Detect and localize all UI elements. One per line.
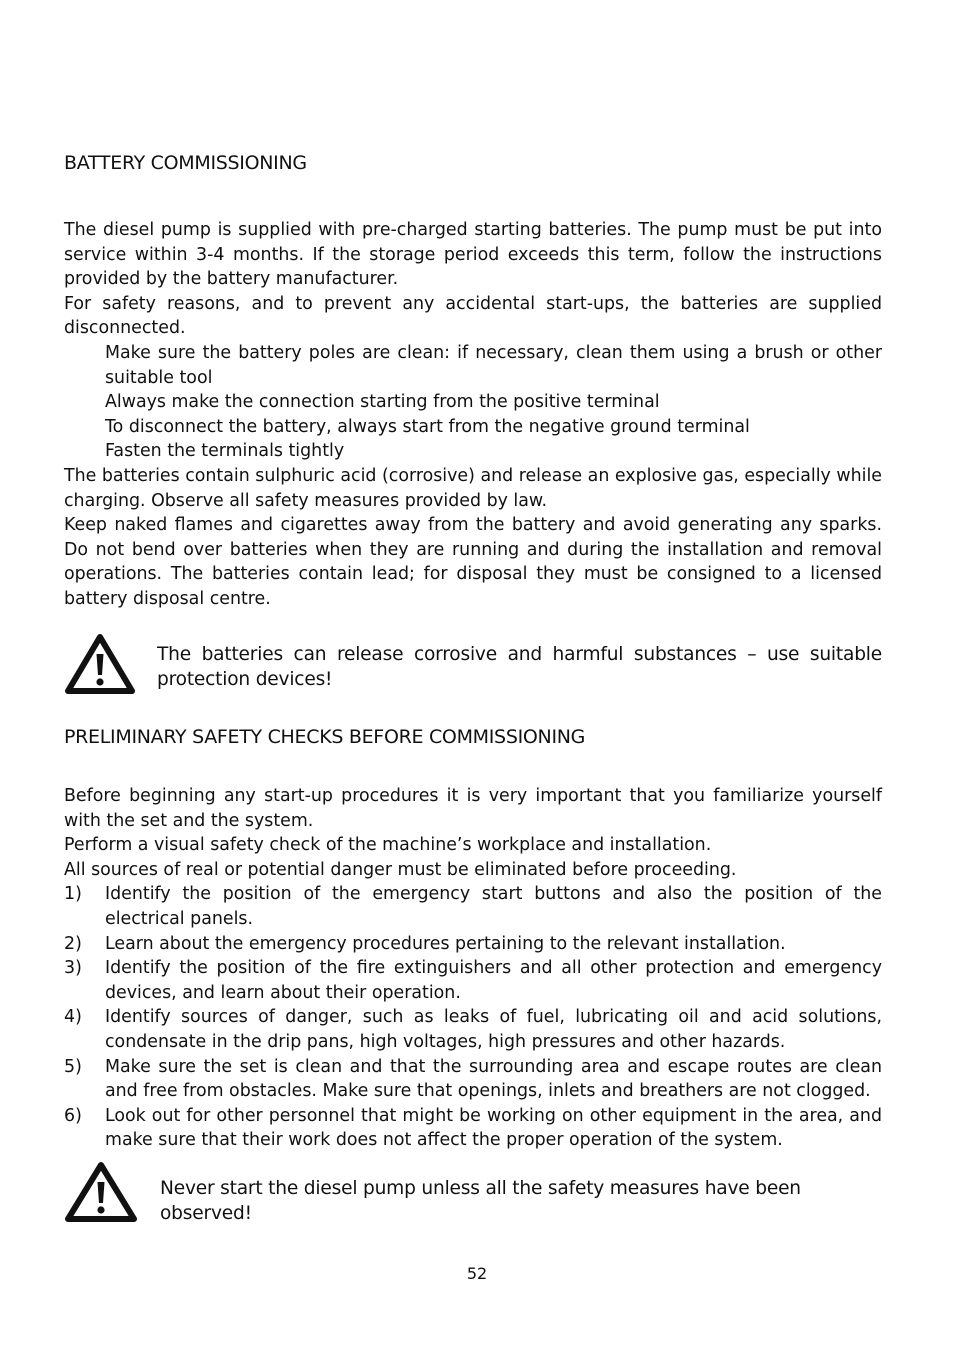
paragraph: For safety reasons, and to prevent any accidental start-ups, the batteries are supplied disconnected. bbox=[64, 293, 882, 339]
warning-triangle-icon bbox=[64, 632, 157, 700]
step-text: Learn about the emergency procedures pertaining to the relevant installation. bbox=[105, 933, 786, 954]
list-item bbox=[64, 882, 882, 931]
warning-text: Never start the diesel pump unless all the safety measures have been observed! bbox=[160, 1178, 801, 1224]
paragraph: Perform a visual safety check of the machine’s workplace and installation. bbox=[64, 835, 712, 856]
safety-steps-list bbox=[64, 882, 882, 1153]
step-number: 6) bbox=[64, 1105, 82, 1126]
list-item: To disconnect the battery, always start from the negative ground terminal bbox=[105, 416, 750, 437]
page-number: 52 bbox=[466, 1264, 488, 1283]
list-item bbox=[64, 1055, 882, 1104]
step-text: Identify sources of danger, such as leaks of fuel, lubricating oil and acid solutions, condensate in the drip pans, high voltages, high pressures and other hazards. bbox=[105, 1007, 882, 1052]
paragraph: All sources of real or potential danger must be eliminated before proceeding. bbox=[64, 859, 737, 880]
warning-text: The batteries can release corrosive and harmful substances – use suitable protection devices! bbox=[157, 644, 882, 690]
list-item: Fasten the terminals tightly bbox=[105, 441, 345, 462]
list-item: Always make the connection starting from the positive terminal bbox=[105, 392, 660, 413]
paragraph: Before beginning any start-up procedures it is very important that you familiarize yourself with the set and the system. bbox=[64, 786, 882, 831]
list-item: Make sure the battery poles are clean: if necessary, clean them using a brush or other suitable tool bbox=[105, 342, 882, 388]
preliminary-body bbox=[64, 784, 882, 1153]
step-number: 2) bbox=[64, 933, 82, 954]
battery-body bbox=[64, 218, 882, 612]
step-number: 1) bbox=[64, 884, 82, 905]
start-warning bbox=[64, 1160, 882, 1228]
paragraph: The batteries contain sulphuric acid (corrosive) and release an explosive gas, especially while charging. Observe all safety measures provided by law. bbox=[64, 465, 882, 511]
list-item bbox=[64, 1104, 882, 1153]
warning-triangle-icon bbox=[64, 1160, 160, 1228]
step-text: Identify the position of the emergency start buttons and also the position of the electrical panels. bbox=[105, 884, 882, 929]
step-text: Make sure the set is clean and that the surrounding area and escape routes are clean and free from obstacles. Make sure that openings, inlets and breathers are not clogged. bbox=[105, 1056, 882, 1102]
list-item bbox=[64, 932, 882, 957]
list-item bbox=[64, 1005, 882, 1054]
list-item bbox=[64, 956, 882, 1005]
step-text: Look out for other personnel that might be working on other equipment in the area, and make sure that their work does not affect the proper operation of the system. bbox=[105, 1105, 882, 1151]
battery-warning bbox=[64, 632, 882, 700]
step-text: Identify the position of the fire extinguishers and all other protection and emergency devices, and learn about their operation. bbox=[105, 958, 882, 1003]
step-number: 4) bbox=[64, 1007, 82, 1028]
paragraph: Keep naked flames and cigarettes away from the battery and avoid generating any sparks. Do not bend over batteries when they are running and during the installation and removal operations. The batteries contain lead; for disposal they must be consigned to a licensed battery disposal centre. bbox=[64, 515, 882, 609]
paragraph: The diesel pump is supplied with pre-charged starting batteries. The pump must be put into service within 3-4 months. If the storage period exceeds this term, follow the instructions provided by the battery manufacturer. bbox=[64, 220, 882, 290]
step-number: 5) bbox=[64, 1056, 82, 1077]
battery-bullet-list bbox=[64, 341, 882, 464]
step-number: 3) bbox=[64, 958, 82, 979]
section-heading-preliminary-checks: PRELIMINARY SAFETY CHECKS BEFORE COMMISSIONING bbox=[64, 726, 586, 748]
section-heading-battery-commissioning: BATTERY COMMISSIONING bbox=[64, 152, 307, 174]
